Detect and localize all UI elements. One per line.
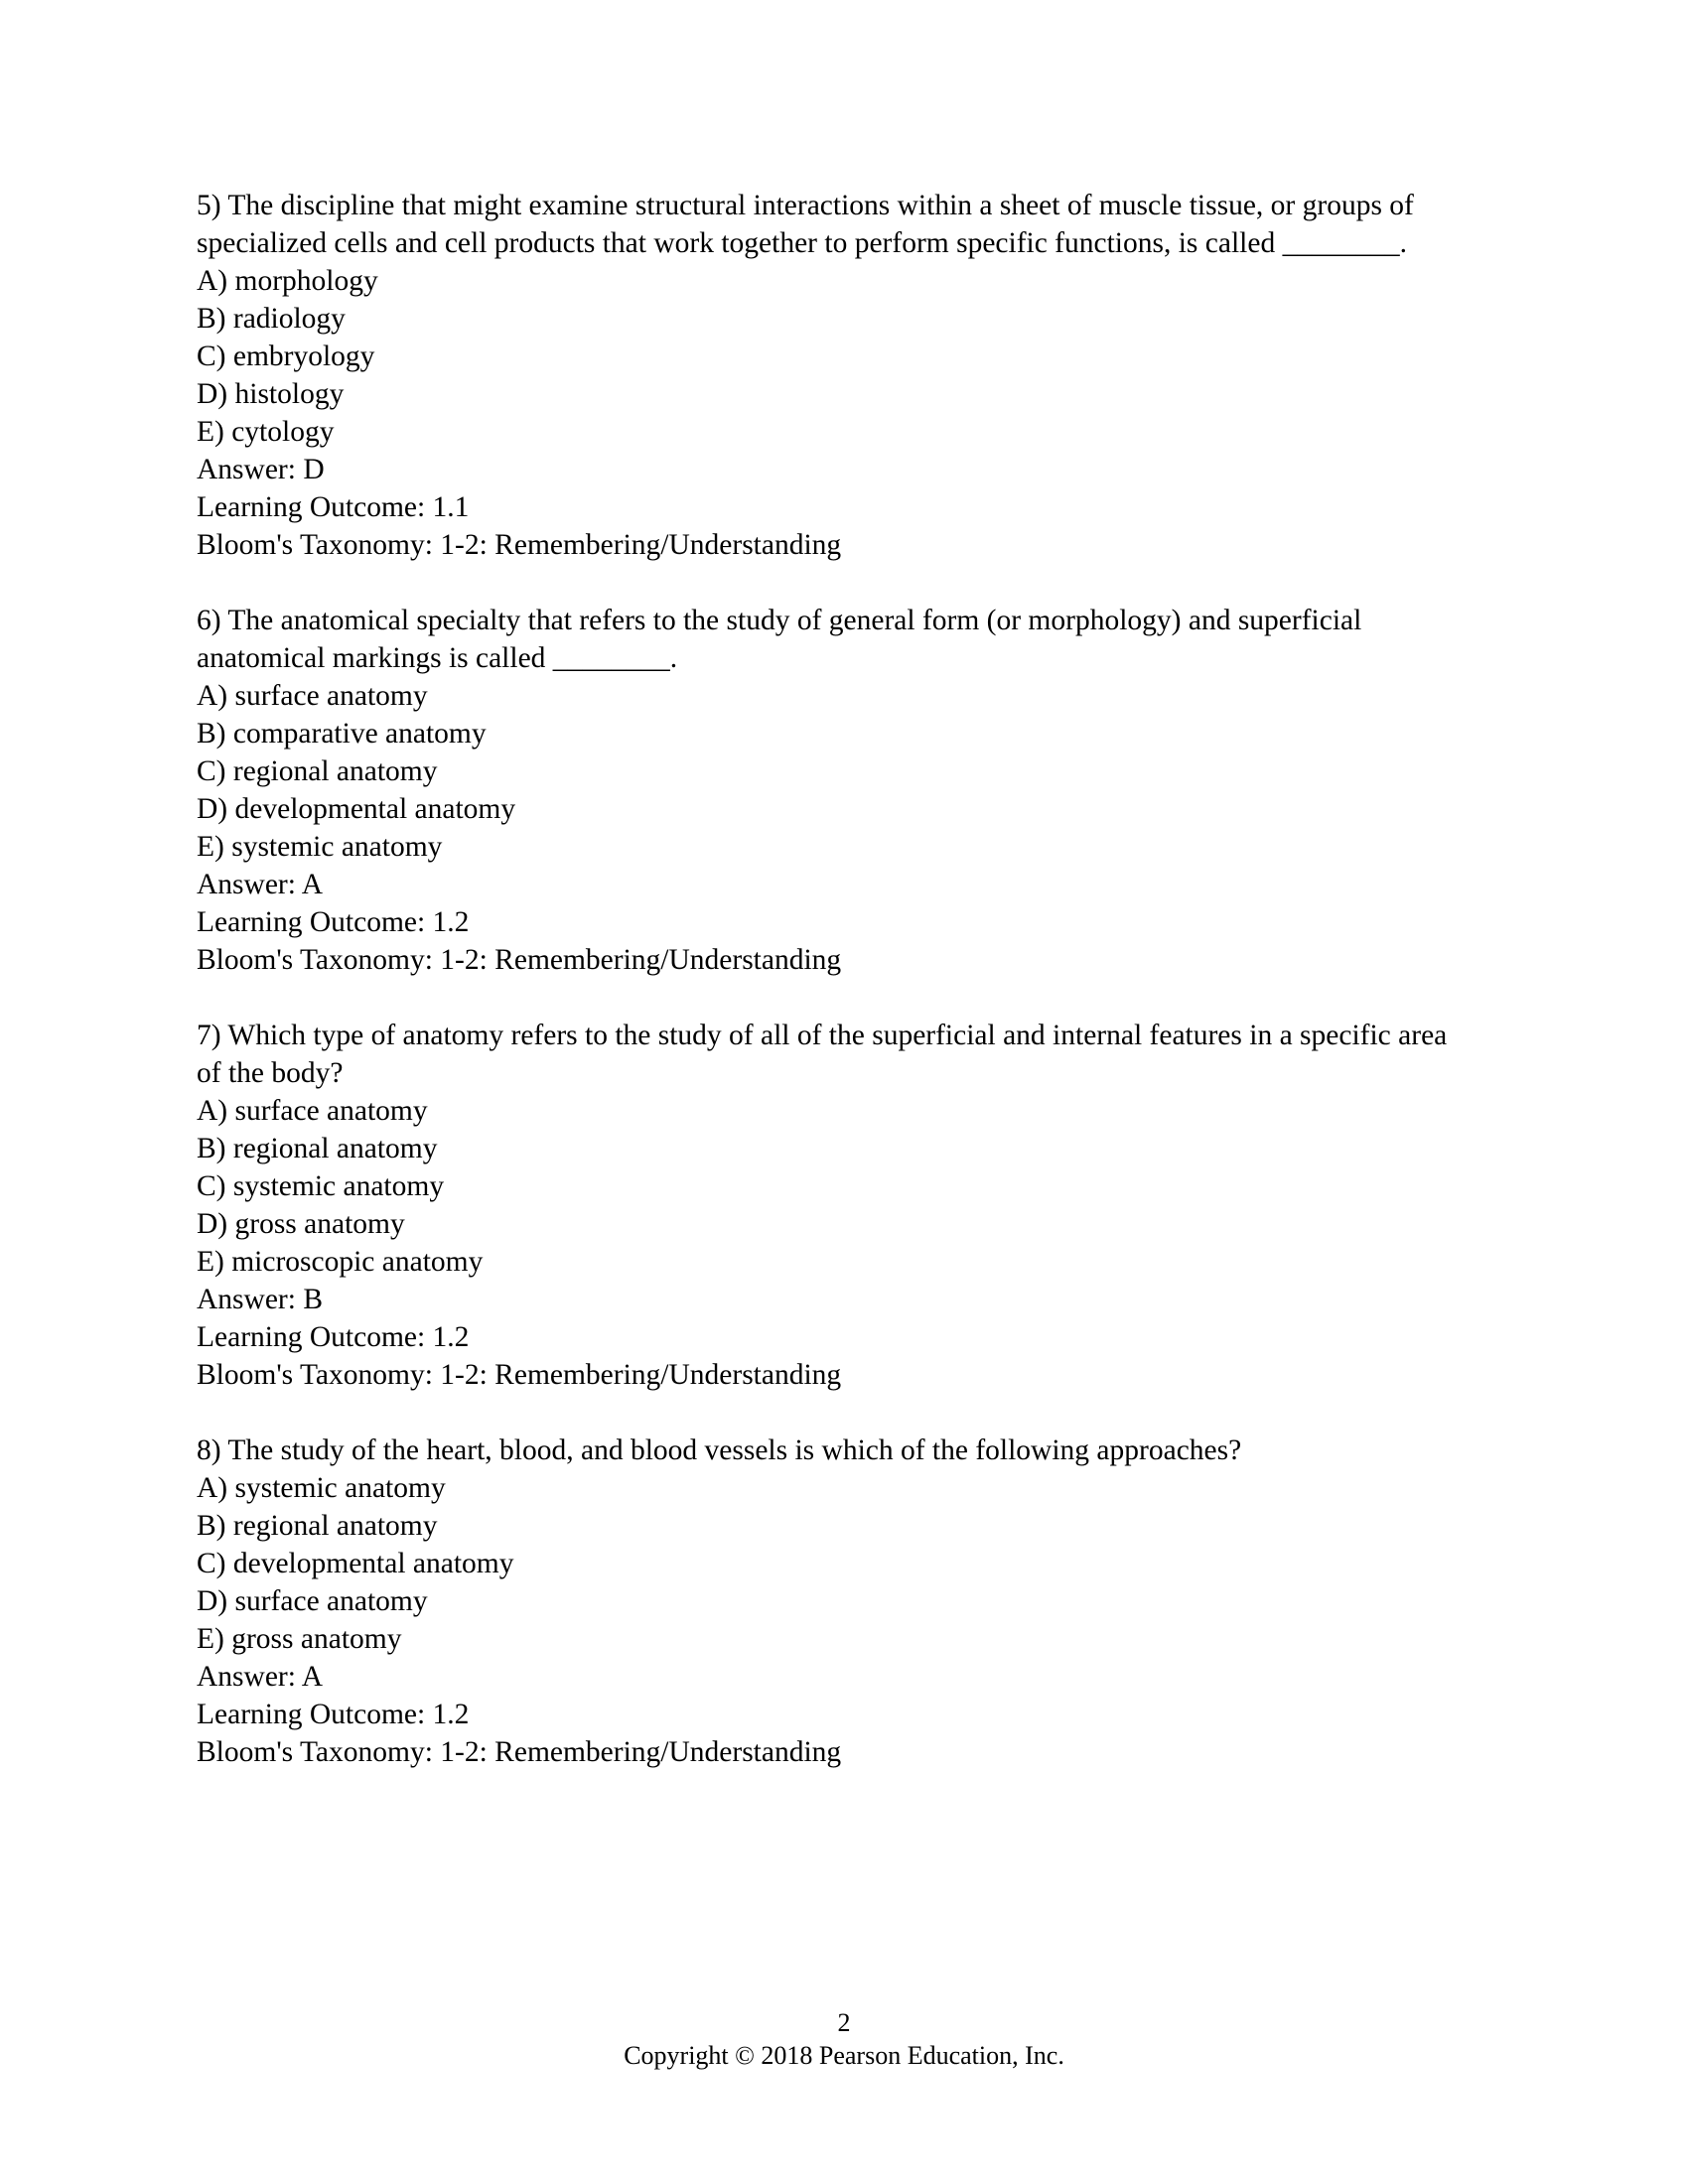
question-stem: 6) The anatomical specialty that refers to the study of general form (or morphology) and superficial anatomical markings is called ________. (197, 605, 1362, 674)
answer-choice: A) systemic anatomy (197, 1472, 446, 1504)
question-stem: 8) The study of the heart, blood, and blood vessels is which of the following approaches? (197, 1434, 1242, 1466)
learning-outcome: Learning Outcome: 1.2 (197, 1699, 470, 1730)
learning-outcome: Learning Outcome: 1.2 (197, 1321, 470, 1353)
answer-choice: B) regional anatomy (197, 1510, 438, 1542)
answer-choice: E) systemic anatomy (197, 831, 443, 863)
answer-key: Answer: D (197, 454, 325, 485)
answer-key: Answer: B (197, 1284, 324, 1315)
answer-choice: A) surface anatomy (197, 1095, 428, 1127)
answer-choice: C) regional anatomy (197, 755, 438, 787)
answer-choice: D) developmental anatomy (197, 793, 516, 825)
answer-choice: A) surface anatomy (197, 680, 428, 712)
answer-choice: E) gross anatomy (197, 1623, 402, 1655)
answer-choice: A) morphology (197, 265, 378, 297)
question-block (197, 1017, 1477, 1394)
answer-choice: B) regional anatomy (197, 1133, 438, 1164)
learning-outcome: Learning Outcome: 1.1 (197, 491, 470, 523)
blooms-taxonomy: Bloom's Taxonomy: 1-2: Remembering/Understanding (197, 1736, 842, 1768)
question-stem: 7) Which type of anatomy refers to the study of all of the superficial and internal features in a specific area of the body? (197, 1020, 1448, 1089)
answer-choice: D) surface anatomy (197, 1585, 428, 1617)
question-stem: 5) The discipline that might examine structural interactions within a sheet of muscle tissue, or groups of specialized cells and cell products that work together to perform specific functions, is called ________. (197, 190, 1414, 259)
answer-choice: E) microscopic anatomy (197, 1246, 484, 1278)
answer-choice: D) gross anatomy (197, 1208, 405, 1240)
page-footer (0, 2007, 1688, 2073)
question-block (197, 602, 1477, 979)
blooms-taxonomy: Bloom's Taxonomy: 1-2: Remembering/Understanding (197, 944, 842, 976)
answer-key: Answer: A (197, 869, 324, 900)
copyright-notice: Copyright © 2018 Pearson Education, Inc. (624, 2041, 1064, 2070)
answer-choice: C) embryology (197, 341, 375, 372)
page-number: 2 (837, 2008, 851, 2037)
answer-choice: C) developmental anatomy (197, 1548, 514, 1579)
question-block (197, 187, 1477, 564)
answer-choice: E) cytology (197, 416, 335, 448)
answer-choice: B) radiology (197, 303, 346, 335)
answer-choice: D) histology (197, 378, 345, 410)
blooms-taxonomy: Bloom's Taxonomy: 1-2: Remembering/Understanding (197, 529, 842, 561)
question-block (197, 1432, 1477, 1771)
answer-choice: C) systemic anatomy (197, 1170, 445, 1202)
question-list (197, 187, 1477, 1771)
answer-choice: B) comparative anatomy (197, 718, 487, 750)
learning-outcome: Learning Outcome: 1.2 (197, 906, 470, 938)
answer-key: Answer: A (197, 1661, 324, 1693)
blooms-taxonomy: Bloom's Taxonomy: 1-2: Remembering/Understanding (197, 1359, 842, 1391)
